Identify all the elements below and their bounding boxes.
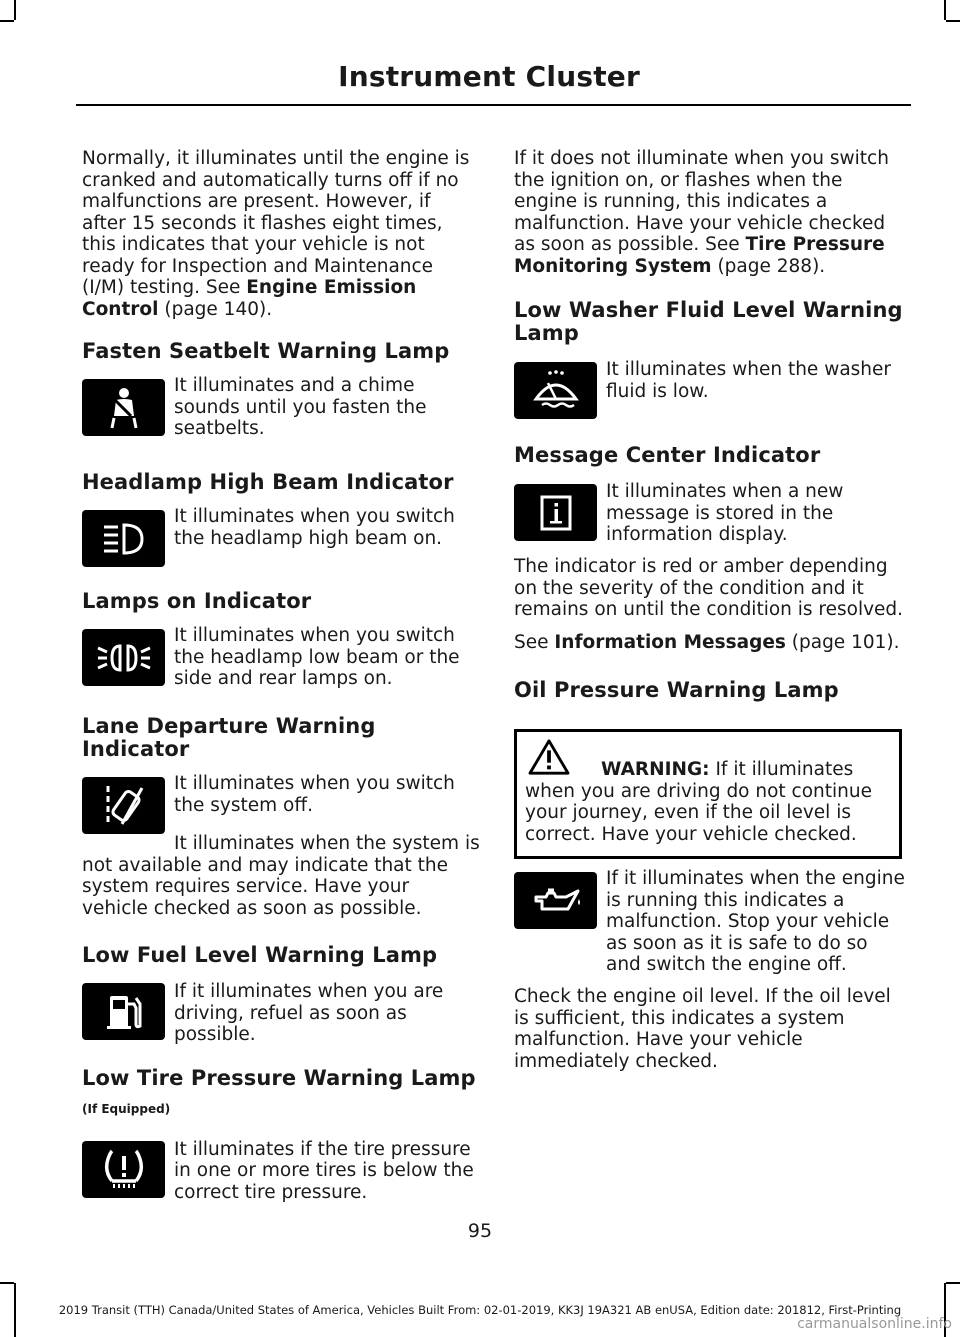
- lamps-on-icon: [82, 629, 165, 686]
- warning-text: WARNING: If it illuminates when you are driving do not continue your journey, even if the oil level is correct. Have your vehicle checked.: [525, 759, 873, 845]
- oil-pressure-description: If it illuminates when the engine is running this indicates a malfunction. Stop your vehicle as soon as it is safe to do so and switch the engine off.: [606, 868, 905, 975]
- high-beam-description: It illuminates when you switch the headlamp high beam on.: [174, 506, 455, 549]
- crop-mark: [946, 20, 960, 22]
- section-heading-seatbelt: Fasten Seatbelt Warning Lamp: [82, 339, 450, 363]
- lane-departure-icon: [82, 777, 165, 834]
- message-center-see-paragraph: See Information Messages (page 101).: [514, 631, 900, 653]
- warning-triangle-icon: [527, 738, 571, 776]
- lane-departure-description-1: It illuminates when you switch the system off.: [174, 773, 455, 816]
- warning-box: [514, 729, 902, 859]
- message-center-severity-paragraph: The indicator is red or amber depending on the severity of the condition and it remains on until the condition is resolved.: [514, 556, 904, 620]
- low-fuel-description: If it illuminates when you are driving, refuel as soon as possible.: [174, 981, 444, 1045]
- intro-paragraph: Normally, it illuminates until the engine is cranked and automatically turns off if no malfunctions are present. However, if after 15 seconds it flashes eight times, this indicates that your vehicle is not ready for Inspection and Maintenance (I/M) testing. See Engine Emission Control (page 140).: [82, 148, 470, 320]
- section-heading-tire-pressure: Low Tire Pressure Warning Lamp: [82, 1066, 476, 1090]
- info-icon: [514, 484, 597, 541]
- left-column: [82, 148, 480, 1219]
- seatbelt-icon: [82, 379, 165, 436]
- watermark: carmanualsonline.info: [797, 1316, 952, 1332]
- cross-reference-link[interactable]: Information Messages: [554, 631, 786, 653]
- header-rule: [76, 104, 911, 106]
- oil-can-icon: [514, 872, 597, 929]
- tpms-intro-paragraph: If it does not illuminate when you switch the ignition on, or flashes when the engine is running, this indicates a malfunction. Have your vehicle checked as soon as possible. See Tire Pressure Monitoring System (page 288).: [514, 148, 889, 277]
- high-beam-icon: [82, 510, 165, 567]
- crop-mark: [0, 20, 14, 22]
- section-heading-washer-fluid: Low Washer Fluid Level Warning Lamp: [514, 298, 903, 345]
- section-heading-message-center: Message Center Indicator: [514, 443, 821, 467]
- tire-pressure-icon: [82, 1141, 165, 1198]
- right-column: [514, 148, 906, 1072]
- crop-mark: [946, 1282, 960, 1284]
- oil-level-check-paragraph: Check the engine oil level. If the oil level is sufficient, this indicates a system malfunction. Have your vehicle immediately checked.: [514, 986, 891, 1072]
- warning-label: WARNING:: [601, 759, 710, 780]
- section-heading-oil-pressure: Oil Pressure Warning Lamp: [514, 678, 839, 702]
- lamps-on-description: It illuminates when you switch the headlamp low beam or the side and rear lamps on.: [174, 625, 460, 689]
- lane-departure-description-2: It illuminates when the system is not available and may indicate that the system requires service. Have your vehicle checked as soon as possible.: [82, 833, 480, 919]
- section-heading-low-fuel: Low Fuel Level Warning Lamp: [82, 943, 438, 967]
- washer-fluid-icon: [514, 362, 597, 419]
- message-center-description: It illuminates when a new message is stored in the information display.: [606, 481, 844, 545]
- footer-edition-info: 2019 Transit (TTH) Canada/United States of America, Vehicles Built From: 02-01-2019, KK3J 19A321 AB enUSA, Edition date: 201812, First-Printing: [58, 1303, 902, 1317]
- cross-reference-link[interactable]: Tire Pressure Monitoring System: [514, 234, 885, 277]
- cross-reference-link[interactable]: Engine Emission Control: [82, 277, 417, 320]
- section-heading-lane-departure: Lane Departure Warning Indicator: [82, 714, 376, 761]
- page-title: Instrument Cluster: [338, 60, 640, 93]
- section-heading-high-beam: Headlamp High Beam Indicator: [82, 470, 454, 494]
- washer-fluid-description: It illuminates when the washer fluid is low.: [606, 359, 892, 402]
- crop-mark: [14, 0, 16, 20]
- fuel-pump-icon: [82, 983, 165, 1040]
- tire-pressure-description: It illuminates if the tire pressure in one or more tires is below the correct tire pressure.: [174, 1138, 474, 1203]
- crop-mark: [944, 0, 946, 20]
- page-number: 95: [467, 1220, 493, 1242]
- section-heading-lamps-on: Lamps on Indicator: [82, 589, 312, 613]
- crop-mark: [0, 1282, 14, 1284]
- if-equipped-note: (If Equipped): [82, 1102, 171, 1116]
- seatbelt-description: It illuminates and a chime sounds until you fasten the seatbelts.: [174, 375, 427, 439]
